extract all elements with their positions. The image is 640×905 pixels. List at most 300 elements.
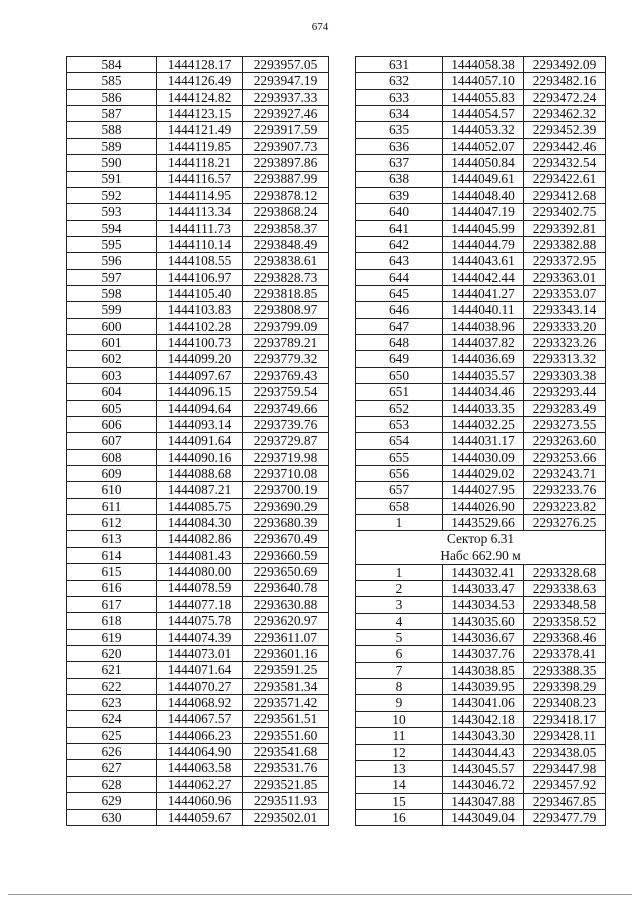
table-row xyxy=(67,662,329,678)
table-row xyxy=(67,220,329,236)
y-coordinate-cell: 2293276.25 xyxy=(524,515,606,531)
point-number-cell: 648 xyxy=(356,335,443,351)
table-row xyxy=(356,809,606,825)
point-number-cell: 642 xyxy=(356,236,443,252)
x-coordinate-cell: 1444126.49 xyxy=(157,73,243,89)
point-number-cell: 627 xyxy=(67,760,157,776)
point-number-cell: 602 xyxy=(67,351,157,367)
y-coordinate-cell: 2293957.05 xyxy=(243,57,329,73)
y-coordinate-cell: 2293438.05 xyxy=(524,744,606,760)
x-coordinate-cell: 1444029.02 xyxy=(443,465,524,481)
y-coordinate-cell: 2293601.16 xyxy=(243,645,329,661)
x-coordinate-cell: 1443049.04 xyxy=(443,809,524,825)
point-number-cell: 591 xyxy=(67,171,157,187)
x-coordinate-cell: 1443032.41 xyxy=(443,564,524,580)
point-number-cell: 597 xyxy=(67,269,157,285)
point-number-cell: 3 xyxy=(356,597,443,613)
x-coordinate-cell: 1444073.01 xyxy=(157,645,243,661)
x-coordinate-cell: 1444035.57 xyxy=(443,367,524,383)
x-coordinate-cell: 1444110.14 xyxy=(157,236,243,252)
y-coordinate-cell: 2293640.78 xyxy=(243,580,329,596)
table-row xyxy=(356,204,606,220)
table-row xyxy=(356,498,606,514)
table-row xyxy=(67,793,329,809)
table-row xyxy=(67,596,329,612)
point-number-cell: 623 xyxy=(67,695,157,711)
y-coordinate-cell: 2293412.68 xyxy=(524,187,606,203)
y-coordinate-cell: 2293531.76 xyxy=(243,760,329,776)
point-number-cell: 644 xyxy=(356,269,443,285)
point-number-cell: 15 xyxy=(356,793,443,809)
y-coordinate-cell: 2293591.25 xyxy=(243,662,329,678)
x-coordinate-cell: 1444121.49 xyxy=(157,122,243,138)
table-row xyxy=(67,564,329,580)
x-coordinate-cell: 1443042.18 xyxy=(443,711,524,727)
x-coordinate-cell: 1444063.58 xyxy=(157,760,243,776)
point-number-cell: 2 xyxy=(356,580,443,596)
y-coordinate-cell: 2293907.73 xyxy=(243,138,329,154)
x-coordinate-cell: 1444085.75 xyxy=(157,498,243,514)
y-coordinate-cell: 2293263.60 xyxy=(524,433,606,449)
point-number-cell: 592 xyxy=(67,187,157,203)
x-coordinate-cell: 1444088.68 xyxy=(157,465,243,481)
y-coordinate-cell: 2293848.49 xyxy=(243,236,329,252)
table-row xyxy=(356,400,606,416)
table-row xyxy=(356,318,606,334)
point-number-cell: 595 xyxy=(67,236,157,252)
point-number-cell: 608 xyxy=(67,449,157,465)
table-row xyxy=(356,89,606,105)
x-coordinate-cell: 1444105.40 xyxy=(157,286,243,302)
x-coordinate-cell: 1443041.06 xyxy=(443,695,524,711)
y-coordinate-cell: 2293303.38 xyxy=(524,367,606,383)
point-number-cell: 609 xyxy=(67,465,157,481)
x-coordinate-cell: 1444066.23 xyxy=(157,727,243,743)
point-number-cell: 607 xyxy=(67,433,157,449)
y-coordinate-cell: 2293333.20 xyxy=(524,318,606,334)
x-coordinate-cell: 1444103.83 xyxy=(157,302,243,318)
y-coordinate-cell: 2293428.11 xyxy=(524,728,606,744)
table-row xyxy=(67,138,329,154)
y-coordinate-cell: 2293348.58 xyxy=(524,597,606,613)
table-row xyxy=(67,286,329,302)
sector-subtitle: Набс 662.90 м xyxy=(440,547,521,563)
y-coordinate-cell: 2293418.17 xyxy=(524,711,606,727)
table-row xyxy=(67,547,329,563)
point-number-cell: 615 xyxy=(67,564,157,580)
y-coordinate-cell: 2293482.16 xyxy=(524,73,606,89)
point-number-cell: 621 xyxy=(67,662,157,678)
point-number-cell: 584 xyxy=(67,57,157,73)
x-coordinate-cell: 1444054.57 xyxy=(443,106,524,122)
y-coordinate-cell: 2293452.39 xyxy=(524,122,606,138)
point-number-cell: 6 xyxy=(356,646,443,662)
x-coordinate-cell: 1444075.78 xyxy=(157,613,243,629)
x-coordinate-cell: 1444050.84 xyxy=(443,155,524,171)
table-row xyxy=(356,793,606,809)
point-number-cell: 641 xyxy=(356,220,443,236)
table-row xyxy=(67,482,329,498)
point-number-cell: 588 xyxy=(67,122,157,138)
point-number-cell: 599 xyxy=(67,302,157,318)
table-row xyxy=(67,449,329,465)
table-row xyxy=(67,645,329,661)
y-coordinate-cell: 2293447.98 xyxy=(524,760,606,776)
y-coordinate-cell: 2293690.29 xyxy=(243,498,329,514)
point-number-cell: 650 xyxy=(356,367,443,383)
point-number-cell: 590 xyxy=(67,155,157,171)
y-coordinate-cell: 2293372.95 xyxy=(524,253,606,269)
y-coordinate-cell: 2293328.68 xyxy=(524,564,606,580)
table-row xyxy=(356,335,606,351)
table-row xyxy=(356,253,606,269)
table-row xyxy=(67,695,329,711)
x-coordinate-cell: 1444113.34 xyxy=(157,204,243,220)
x-coordinate-cell: 1444119.85 xyxy=(157,138,243,154)
point-number-cell: 636 xyxy=(356,138,443,154)
point-number-cell: 610 xyxy=(67,482,157,498)
y-coordinate-cell: 2293467.85 xyxy=(524,793,606,809)
y-coordinate-cell: 2293947.19 xyxy=(243,73,329,89)
x-coordinate-cell: 1443045.57 xyxy=(443,760,524,776)
table-row xyxy=(356,744,606,760)
x-coordinate-cell: 1444106.97 xyxy=(157,269,243,285)
x-coordinate-cell: 1444040.11 xyxy=(443,302,524,318)
x-coordinate-cell: 1444128.17 xyxy=(157,57,243,73)
point-number-cell: 638 xyxy=(356,171,443,187)
table-row xyxy=(67,106,329,122)
point-number-cell: 616 xyxy=(67,580,157,596)
y-coordinate-cell: 2293808.97 xyxy=(243,302,329,318)
table-row xyxy=(356,433,606,449)
table-row xyxy=(356,187,606,203)
y-coordinate-cell: 2293408.23 xyxy=(524,695,606,711)
x-coordinate-cell: 1444042.44 xyxy=(443,269,524,285)
coordinates-table-right-body-top xyxy=(356,57,606,531)
coordinates-table-right-body-bottom xyxy=(356,564,606,826)
y-coordinate-cell: 2293581.34 xyxy=(243,678,329,694)
point-number-cell: 587 xyxy=(67,106,157,122)
sector-title: Сектор 6.31 xyxy=(446,531,515,547)
table-row xyxy=(356,728,606,744)
point-number-cell: 624 xyxy=(67,711,157,727)
y-coordinate-cell: 2293363.01 xyxy=(524,269,606,285)
y-coordinate-cell: 2293492.09 xyxy=(524,57,606,73)
point-number-cell: 634 xyxy=(356,106,443,122)
table-row xyxy=(67,613,329,629)
x-coordinate-cell: 1444068.92 xyxy=(157,695,243,711)
coordinates-table-right xyxy=(355,56,606,826)
x-coordinate-cell: 1444080.00 xyxy=(157,564,243,580)
point-number-cell: 633 xyxy=(356,89,443,105)
table-row xyxy=(356,351,606,367)
x-coordinate-cell: 1444116.57 xyxy=(157,171,243,187)
x-coordinate-cell: 1444043.61 xyxy=(443,253,524,269)
point-number-cell: 637 xyxy=(356,155,443,171)
point-number-cell: 617 xyxy=(67,596,157,612)
y-coordinate-cell: 2293233.76 xyxy=(524,482,606,498)
y-coordinate-cell: 2293541.68 xyxy=(243,744,329,760)
x-coordinate-cell: 1444038.96 xyxy=(443,318,524,334)
table-row xyxy=(67,433,329,449)
table-row xyxy=(67,57,329,73)
point-number-cell: 629 xyxy=(67,793,157,809)
x-coordinate-cell: 1444048.40 xyxy=(443,187,524,203)
table-row xyxy=(356,630,606,646)
x-coordinate-cell: 1444094.64 xyxy=(157,400,243,416)
y-coordinate-cell: 2293799.09 xyxy=(243,318,329,334)
point-number-cell: 11 xyxy=(356,728,443,744)
table-row xyxy=(67,809,329,825)
x-coordinate-cell: 1444044.79 xyxy=(443,236,524,252)
x-coordinate-cell: 1444033.35 xyxy=(443,400,524,416)
y-coordinate-cell: 2293719.98 xyxy=(243,449,329,465)
x-coordinate-cell: 1444027.95 xyxy=(443,482,524,498)
x-coordinate-cell: 1444097.67 xyxy=(157,367,243,383)
x-coordinate-cell: 1443035.60 xyxy=(443,613,524,629)
sector-header xyxy=(356,531,606,564)
table-row xyxy=(356,711,606,727)
y-coordinate-cell: 2293521.85 xyxy=(243,776,329,792)
x-coordinate-cell: 1444062.27 xyxy=(157,776,243,792)
x-coordinate-cell: 1444058.38 xyxy=(443,57,524,73)
footer-rule xyxy=(8,894,632,895)
y-coordinate-cell: 2293611.07 xyxy=(243,629,329,645)
y-coordinate-cell: 2293710.08 xyxy=(243,465,329,481)
x-coordinate-cell: 1444091.64 xyxy=(157,433,243,449)
point-number-cell: 655 xyxy=(356,449,443,465)
coordinates-table-left xyxy=(66,56,329,826)
point-number-cell: 649 xyxy=(356,351,443,367)
y-coordinate-cell: 2293620.97 xyxy=(243,613,329,629)
table-row xyxy=(67,89,329,105)
x-coordinate-cell: 1444047.19 xyxy=(443,204,524,220)
x-coordinate-cell: 1444071.64 xyxy=(157,662,243,678)
x-coordinate-cell: 1444077.18 xyxy=(157,596,243,612)
point-number-cell: 611 xyxy=(67,498,157,514)
x-coordinate-cell: 1444081.43 xyxy=(157,547,243,563)
point-number-cell: 656 xyxy=(356,465,443,481)
table-row xyxy=(67,760,329,776)
y-coordinate-cell: 2293828.73 xyxy=(243,269,329,285)
point-number-cell: 8 xyxy=(356,679,443,695)
x-coordinate-cell: 1444060.96 xyxy=(157,793,243,809)
y-coordinate-cell: 2293358.52 xyxy=(524,613,606,629)
coordinates-table-left-body xyxy=(67,57,329,826)
table-row xyxy=(67,335,329,351)
point-number-cell: 631 xyxy=(356,57,443,73)
point-number-cell: 4 xyxy=(356,613,443,629)
table-row xyxy=(356,760,606,776)
table-row xyxy=(356,155,606,171)
y-coordinate-cell: 2293858.37 xyxy=(243,220,329,236)
point-number-cell: 5 xyxy=(356,630,443,646)
point-number-cell: 589 xyxy=(67,138,157,154)
x-coordinate-cell: 1444037.82 xyxy=(443,335,524,351)
x-coordinate-cell: 1444057.10 xyxy=(443,73,524,89)
x-coordinate-cell: 1444059.67 xyxy=(157,809,243,825)
y-coordinate-cell: 2293769.43 xyxy=(243,367,329,383)
point-number-cell: 586 xyxy=(67,89,157,105)
y-coordinate-cell: 2293502.01 xyxy=(243,809,329,825)
x-coordinate-cell: 1444049.61 xyxy=(443,171,524,187)
x-coordinate-cell: 1444082.86 xyxy=(157,531,243,547)
x-coordinate-cell: 1444078.59 xyxy=(157,580,243,596)
point-number-cell: 613 xyxy=(67,531,157,547)
x-coordinate-cell: 1444124.82 xyxy=(157,89,243,105)
table-row xyxy=(67,776,329,792)
x-coordinate-cell: 1444032.25 xyxy=(443,416,524,432)
table-row xyxy=(356,777,606,793)
y-coordinate-cell: 2293739.76 xyxy=(243,416,329,432)
table-row xyxy=(67,318,329,334)
table-row xyxy=(356,613,606,629)
x-coordinate-cell: 1443529.66 xyxy=(443,515,524,531)
point-number-cell: 13 xyxy=(356,760,443,776)
x-coordinate-cell: 1444052.07 xyxy=(443,138,524,154)
y-coordinate-cell: 2293838.61 xyxy=(243,253,329,269)
x-coordinate-cell: 1444099.20 xyxy=(157,351,243,367)
point-number-cell: 603 xyxy=(67,367,157,383)
table-row xyxy=(67,302,329,318)
table-row xyxy=(356,220,606,236)
x-coordinate-cell: 1444031.17 xyxy=(443,433,524,449)
x-coordinate-cell: 1444053.32 xyxy=(443,122,524,138)
table-row xyxy=(356,679,606,695)
point-number-cell: 639 xyxy=(356,187,443,203)
x-coordinate-cell: 1444111.73 xyxy=(157,220,243,236)
x-coordinate-cell: 1444070.27 xyxy=(157,678,243,694)
y-coordinate-cell: 2293273.55 xyxy=(524,416,606,432)
x-coordinate-cell: 1444118.21 xyxy=(157,155,243,171)
table-row xyxy=(356,302,606,318)
y-coordinate-cell: 2293759.54 xyxy=(243,384,329,400)
y-coordinate-cell: 2293422.61 xyxy=(524,171,606,187)
x-coordinate-cell: 1444074.39 xyxy=(157,629,243,645)
table-row xyxy=(67,629,329,645)
table-row xyxy=(67,367,329,383)
y-coordinate-cell: 2293729.87 xyxy=(243,433,329,449)
point-number-cell: 9 xyxy=(356,695,443,711)
table-row xyxy=(67,204,329,220)
table-row xyxy=(67,253,329,269)
table-row xyxy=(67,187,329,203)
table-row xyxy=(67,400,329,416)
x-coordinate-cell: 1444030.09 xyxy=(443,449,524,465)
table-row xyxy=(356,646,606,662)
point-number-cell: 1 xyxy=(356,515,443,531)
point-number-cell: 622 xyxy=(67,678,157,694)
point-number-cell: 605 xyxy=(67,400,157,416)
point-number-cell: 619 xyxy=(67,629,157,645)
point-number-cell: 7 xyxy=(356,662,443,678)
point-number-cell: 645 xyxy=(356,286,443,302)
point-number-cell: 635 xyxy=(356,122,443,138)
y-coordinate-cell: 2293878.12 xyxy=(243,187,329,203)
point-number-cell: 585 xyxy=(67,73,157,89)
y-coordinate-cell: 2293243.71 xyxy=(524,465,606,481)
x-coordinate-cell: 1444123.15 xyxy=(157,106,243,122)
x-coordinate-cell: 1443044.43 xyxy=(443,744,524,760)
y-coordinate-cell: 2293432.54 xyxy=(524,155,606,171)
point-number-cell: 657 xyxy=(356,482,443,498)
y-coordinate-cell: 2293388.35 xyxy=(524,662,606,678)
point-number-cell: 625 xyxy=(67,727,157,743)
x-coordinate-cell: 1443033.47 xyxy=(443,580,524,596)
y-coordinate-cell: 2293779.32 xyxy=(243,351,329,367)
table-row xyxy=(356,122,606,138)
y-coordinate-cell: 2293660.59 xyxy=(243,547,329,563)
point-number-cell: 600 xyxy=(67,318,157,334)
y-coordinate-cell: 2293630.88 xyxy=(243,596,329,612)
point-number-cell: 630 xyxy=(67,809,157,825)
point-number-cell: 16 xyxy=(356,809,443,825)
table-row xyxy=(67,531,329,547)
y-coordinate-cell: 2293283.49 xyxy=(524,400,606,416)
point-number-cell: 652 xyxy=(356,400,443,416)
x-coordinate-cell: 1443037.76 xyxy=(443,646,524,662)
y-coordinate-cell: 2293650.69 xyxy=(243,564,329,580)
table-row xyxy=(356,269,606,285)
x-coordinate-cell: 1444041.27 xyxy=(443,286,524,302)
y-coordinate-cell: 2293392.81 xyxy=(524,220,606,236)
x-coordinate-cell: 1443034.53 xyxy=(443,597,524,613)
y-coordinate-cell: 2293398.29 xyxy=(524,679,606,695)
table-row xyxy=(356,515,606,531)
table-row xyxy=(67,678,329,694)
point-number-cell: 604 xyxy=(67,384,157,400)
y-coordinate-cell: 2293749.66 xyxy=(243,400,329,416)
table-row xyxy=(356,465,606,481)
table-row xyxy=(67,384,329,400)
point-number-cell: 10 xyxy=(356,711,443,727)
y-coordinate-cell: 2293457.92 xyxy=(524,777,606,793)
point-number-cell: 646 xyxy=(356,302,443,318)
point-number-cell: 601 xyxy=(67,335,157,351)
y-coordinate-cell: 2293700.19 xyxy=(243,482,329,498)
x-coordinate-cell: 1444114.95 xyxy=(157,187,243,203)
y-coordinate-cell: 2293353.07 xyxy=(524,286,606,302)
x-coordinate-cell: 1443039.95 xyxy=(443,679,524,695)
y-coordinate-cell: 2293293.44 xyxy=(524,384,606,400)
table-row xyxy=(356,171,606,187)
x-coordinate-cell: 1444087.21 xyxy=(157,482,243,498)
x-coordinate-cell: 1444090.16 xyxy=(157,449,243,465)
y-coordinate-cell: 2293462.32 xyxy=(524,106,606,122)
point-number-cell: 620 xyxy=(67,645,157,661)
point-number-cell: 618 xyxy=(67,613,157,629)
point-number-cell: 658 xyxy=(356,498,443,514)
y-coordinate-cell: 2293323.26 xyxy=(524,335,606,351)
y-coordinate-cell: 2293937.33 xyxy=(243,89,329,105)
y-coordinate-cell: 2293343.14 xyxy=(524,302,606,318)
x-coordinate-cell: 1444084.30 xyxy=(157,515,243,531)
table-row xyxy=(356,138,606,154)
y-coordinate-cell: 2293927.46 xyxy=(243,106,329,122)
y-coordinate-cell: 2293472.24 xyxy=(524,89,606,105)
y-coordinate-cell: 2293313.32 xyxy=(524,351,606,367)
point-number-cell: 626 xyxy=(67,744,157,760)
sector-header-row xyxy=(356,531,606,564)
table-row xyxy=(356,367,606,383)
x-coordinate-cell: 1443036.67 xyxy=(443,630,524,646)
table-row xyxy=(356,236,606,252)
y-coordinate-cell: 2293897.86 xyxy=(243,155,329,171)
y-coordinate-cell: 2293253.66 xyxy=(524,449,606,465)
point-number-cell: 594 xyxy=(67,220,157,236)
x-coordinate-cell: 1443043.30 xyxy=(443,728,524,744)
x-coordinate-cell: 1444093.14 xyxy=(157,416,243,432)
